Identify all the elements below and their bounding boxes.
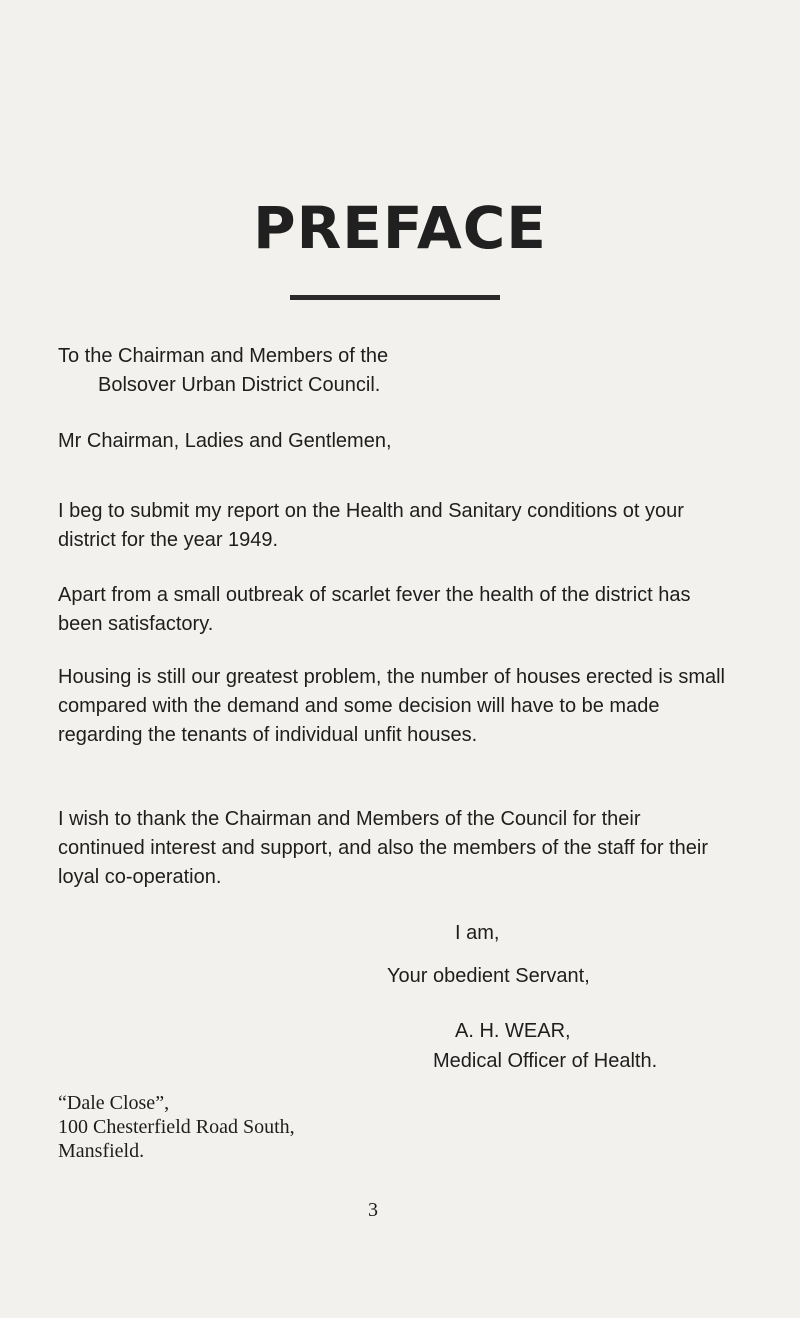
closing-servant: Your obedient Servant, <box>387 965 590 987</box>
page-title: PREFACE <box>253 194 547 262</box>
paragraph-health: Apart from a small outbreak of scarlet fever the health of the district has been satisfactory. <box>58 584 691 635</box>
greeting: Mr Chairman, Ladies and Gentlemen, <box>58 430 392 452</box>
signatory-name: A. H. WEAR, <box>455 1020 571 1042</box>
signatory-title: Medical Officer of Health. <box>433 1050 658 1072</box>
paragraph-thanks: I wish to thank the Chairman and Members of the Council for their continued interest and support, and also the members of the staff for their loyal co-operation. <box>58 808 709 888</box>
page-number: 3 <box>368 1199 378 1221</box>
address-line-3: Mansfield. <box>58 1140 145 1162</box>
paragraph-report: I beg to submit my report on the Health and Sanitary conditions ot your district for the year 1949. <box>58 500 684 551</box>
paragraph-housing: Housing is still our greatest problem, the number of houses erected is small compared with the demand and some decision will have to be made regarding the tenants of individual unfit houses. <box>58 666 725 746</box>
addressee-line-1: To the Chairman and Members of the <box>58 345 389 367</box>
address-line-2: 100 Chesterfield Road South, <box>58 1116 295 1138</box>
address-line-1: “Dale Close”, <box>58 1092 170 1114</box>
addressee-line-2: Bolsover Urban District Council. <box>98 374 381 396</box>
title-underline <box>290 295 500 300</box>
closing: I am, <box>455 922 500 944</box>
